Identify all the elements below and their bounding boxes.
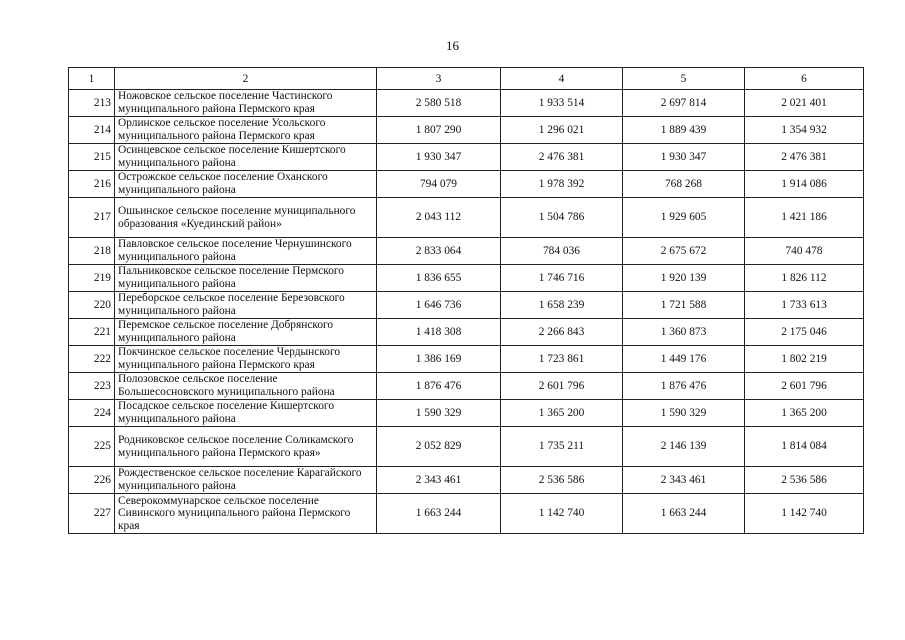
table-body xyxy=(69,68,864,534)
table-row xyxy=(69,400,864,427)
table-row xyxy=(69,467,864,494)
value-col-4: 1 933 514 xyxy=(501,90,623,117)
value-col-5: 1 663 244 xyxy=(623,494,745,534)
value-col-5: 2 343 461 xyxy=(623,467,745,494)
table-row xyxy=(69,171,864,198)
table-row xyxy=(69,346,864,373)
value-col-4: 1 746 716 xyxy=(501,265,623,292)
value-col-4: 2 476 381 xyxy=(501,144,623,171)
value-col-6: 1 354 932 xyxy=(745,117,864,144)
settlement-name: Посадское сельское поселение Кишертского муниципального района xyxy=(115,400,377,427)
row-number: 219 xyxy=(69,265,115,292)
value-col-4: 2 601 796 xyxy=(501,373,623,400)
row-number: 216 xyxy=(69,171,115,198)
row-number: 218 xyxy=(69,238,115,265)
settlement-name: Северокоммунарское сельское поселение Сивинского муниципального района Пермского края xyxy=(115,494,377,534)
value-col-5: 1 929 605 xyxy=(623,198,745,238)
value-col-3: 1 590 329 xyxy=(377,400,501,427)
value-col-6: 1 802 219 xyxy=(745,346,864,373)
value-col-3: 2 343 461 xyxy=(377,467,501,494)
value-col-5: 1 876 476 xyxy=(623,373,745,400)
value-col-5: 768 268 xyxy=(623,171,745,198)
value-col-6: 1 814 084 xyxy=(745,427,864,467)
settlement-name: Ошьинское сельское поселение муниципального образования «Куединский район» xyxy=(115,198,377,238)
value-col-3: 794 079 xyxy=(377,171,501,198)
value-col-3: 1 836 655 xyxy=(377,265,501,292)
table-row xyxy=(69,198,864,238)
value-col-4: 1 504 786 xyxy=(501,198,623,238)
row-number: 224 xyxy=(69,400,115,427)
value-col-3: 1 663 244 xyxy=(377,494,501,534)
value-col-6: 1 733 613 xyxy=(745,292,864,319)
row-number: 227 xyxy=(69,494,115,534)
value-col-6: 1 826 112 xyxy=(745,265,864,292)
value-col-6: 2 021 401 xyxy=(745,90,864,117)
table-row xyxy=(69,494,864,534)
row-number: 217 xyxy=(69,198,115,238)
value-col-4: 1 978 392 xyxy=(501,171,623,198)
table-row xyxy=(69,373,864,400)
value-col-6: 740 478 xyxy=(745,238,864,265)
column-number-row xyxy=(69,68,864,90)
value-col-5: 1 449 176 xyxy=(623,346,745,373)
table-row xyxy=(69,292,864,319)
table-row xyxy=(69,117,864,144)
value-col-4: 1 296 021 xyxy=(501,117,623,144)
column-header-3: 3 xyxy=(377,68,501,90)
column-header-5: 5 xyxy=(623,68,745,90)
column-header-6: 6 xyxy=(745,68,864,90)
table-row xyxy=(69,427,864,467)
data-table xyxy=(68,67,864,534)
value-col-6: 1 142 740 xyxy=(745,494,864,534)
value-col-3: 2 833 064 xyxy=(377,238,501,265)
value-col-5: 2 675 672 xyxy=(623,238,745,265)
settlement-name: Рождественское сельское поселение Карагайского муниципального района xyxy=(115,467,377,494)
value-col-6: 1 421 186 xyxy=(745,198,864,238)
settlement-name: Перемское сельское поселение Добрянского муниципального района xyxy=(115,319,377,346)
column-header-1: 1 xyxy=(69,68,115,90)
value-col-3: 1 807 290 xyxy=(377,117,501,144)
value-col-6: 2 476 381 xyxy=(745,144,864,171)
settlement-name: Родниковское сельское поселение Соликамского муниципального района Пермского края» xyxy=(115,427,377,467)
settlement-name: Павловское сельское поселение Чернушинского муниципального района xyxy=(115,238,377,265)
value-col-4: 1 142 740 xyxy=(501,494,623,534)
value-col-6: 2 601 796 xyxy=(745,373,864,400)
value-col-5: 1 360 873 xyxy=(623,319,745,346)
row-number: 222 xyxy=(69,346,115,373)
value-col-5: 1 930 347 xyxy=(623,144,745,171)
value-col-5: 2 697 814 xyxy=(623,90,745,117)
row-number: 225 xyxy=(69,427,115,467)
settlement-name: Острожское сельское поселение Оханского муниципального района xyxy=(115,171,377,198)
table-row xyxy=(69,265,864,292)
column-header-4: 4 xyxy=(501,68,623,90)
value-col-4: 784 036 xyxy=(501,238,623,265)
settlement-name: Осинцевское сельское поселение Кишертского муниципального района xyxy=(115,144,377,171)
value-col-3: 1 930 347 xyxy=(377,144,501,171)
table-row xyxy=(69,238,864,265)
settlement-name: Ножовское сельское поселение Частинского муниципального района Пермского края xyxy=(115,90,377,117)
table-row xyxy=(69,144,864,171)
row-number: 213 xyxy=(69,90,115,117)
value-col-5: 1 590 329 xyxy=(623,400,745,427)
value-col-3: 1 876 476 xyxy=(377,373,501,400)
row-number: 214 xyxy=(69,117,115,144)
value-col-4: 2 266 843 xyxy=(501,319,623,346)
value-col-4: 1 723 861 xyxy=(501,346,623,373)
table-row xyxy=(69,90,864,117)
value-col-4: 1 735 211 xyxy=(501,427,623,467)
row-number: 220 xyxy=(69,292,115,319)
value-col-4: 1 658 239 xyxy=(501,292,623,319)
value-col-5: 2 146 139 xyxy=(623,427,745,467)
value-col-3: 1 646 736 xyxy=(377,292,501,319)
row-number: 221 xyxy=(69,319,115,346)
value-col-5: 1 721 588 xyxy=(623,292,745,319)
value-col-3: 1 418 308 xyxy=(377,319,501,346)
settlement-name: Переборское сельское поселение Березовского муниципального района xyxy=(115,292,377,319)
value-col-3: 2 052 829 xyxy=(377,427,501,467)
page-number: 16 xyxy=(446,38,459,53)
value-col-6: 2 536 586 xyxy=(745,467,864,494)
column-header-2: 2 xyxy=(115,68,377,90)
settlement-name: Покчинское сельское поселение Чердынского муниципального района Пермского края xyxy=(115,346,377,373)
value-col-3: 2 043 112 xyxy=(377,198,501,238)
value-col-5: 1 920 139 xyxy=(623,265,745,292)
value-col-6: 1 914 086 xyxy=(745,171,864,198)
settlement-name: Полозовское сельское поселение Большесосновского муниципального района xyxy=(115,373,377,400)
value-col-4: 1 365 200 xyxy=(501,400,623,427)
row-number: 226 xyxy=(69,467,115,494)
settlement-name: Орлинское сельское поселение Усольского муниципального района Пермского края xyxy=(115,117,377,144)
row-number: 223 xyxy=(69,373,115,400)
value-col-6: 1 365 200 xyxy=(745,400,864,427)
settlement-name: Пальниковское сельское поселение Пермского муниципального района xyxy=(115,265,377,292)
value-col-3: 2 580 518 xyxy=(377,90,501,117)
value-col-3: 1 386 169 xyxy=(377,346,501,373)
value-col-6: 2 175 046 xyxy=(745,319,864,346)
value-col-4: 2 536 586 xyxy=(501,467,623,494)
table-row xyxy=(69,319,864,346)
value-col-5: 1 889 439 xyxy=(623,117,745,144)
row-number: 215 xyxy=(69,144,115,171)
